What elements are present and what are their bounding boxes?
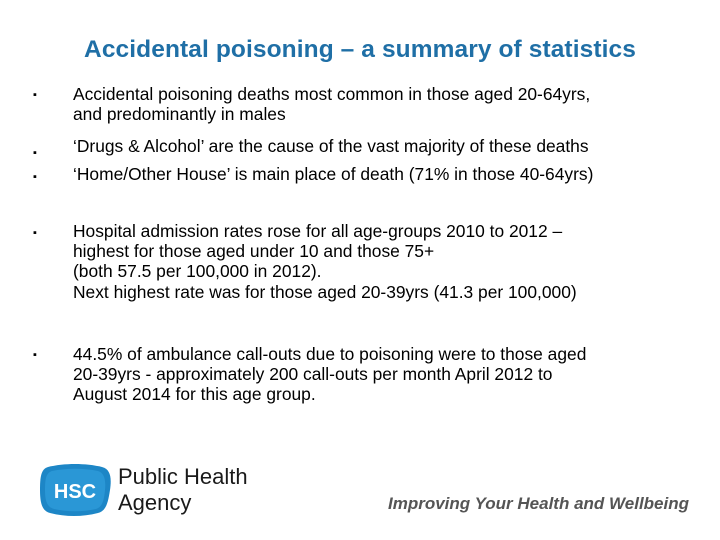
bullet-item-drugs-alcohol <box>73 136 713 156</box>
bullet-line: (both 57.5 per 100,000 in 2012). <box>73 261 322 282</box>
bullet-marker: ▪ <box>33 349 37 361</box>
hsc-logo-icon <box>38 463 112 517</box>
bullet-line: August 2014 for this age group. <box>73 384 316 405</box>
bullet-line: Accidental poisoning deaths most common in those aged 20-64yrs, <box>73 84 591 104</box>
bullet-marker: ▪ <box>33 147 37 159</box>
bullet-item-deaths-age <box>73 84 713 124</box>
bullet-line: highest for those aged under 10 and those 75+ <box>73 241 435 262</box>
bullet-line: Hospital admission rates rose for all age-groups 2010 to 2012 – <box>73 221 563 241</box>
bullet-line: 20-39yrs - approximately 200 call-outs per month April 2012 to <box>73 364 553 385</box>
logo-mark-text: HSC <box>53 481 97 503</box>
bullet-line: Next highest rate was for those aged 20-39yrs (41.3 per 100,000) <box>73 281 577 302</box>
bullet-item-ambulance <box>73 344 713 405</box>
tagline: Improving Your Health and Wellbeing <box>388 494 689 513</box>
bullet-marker: ▪ <box>33 171 37 183</box>
bullet-item-hospital-admissions <box>73 221 713 302</box>
bullet-item-place-of-death <box>73 164 713 184</box>
org-name <box>118 464 288 516</box>
bullet-line: ‘Home/Other House’ is main place of death (71% in those 40-64yrs) <box>73 164 594 184</box>
slide-title: Accidental poisoning – a summary of statistics <box>84 36 636 63</box>
org-name-line2: Agency <box>118 490 192 515</box>
bullet-marker: ▪ <box>33 89 37 101</box>
bullet-marker: ▪ <box>33 227 37 239</box>
org-name-line1: Public Health <box>118 464 248 489</box>
bullet-line: 44.5% of ambulance call-outs due to poisoning were to those aged <box>73 344 587 364</box>
bullet-line: and predominantly in males <box>73 104 286 125</box>
bullet-line: ‘Drugs & Alcohol’ are the cause of the vast majority of these deaths <box>73 136 589 156</box>
